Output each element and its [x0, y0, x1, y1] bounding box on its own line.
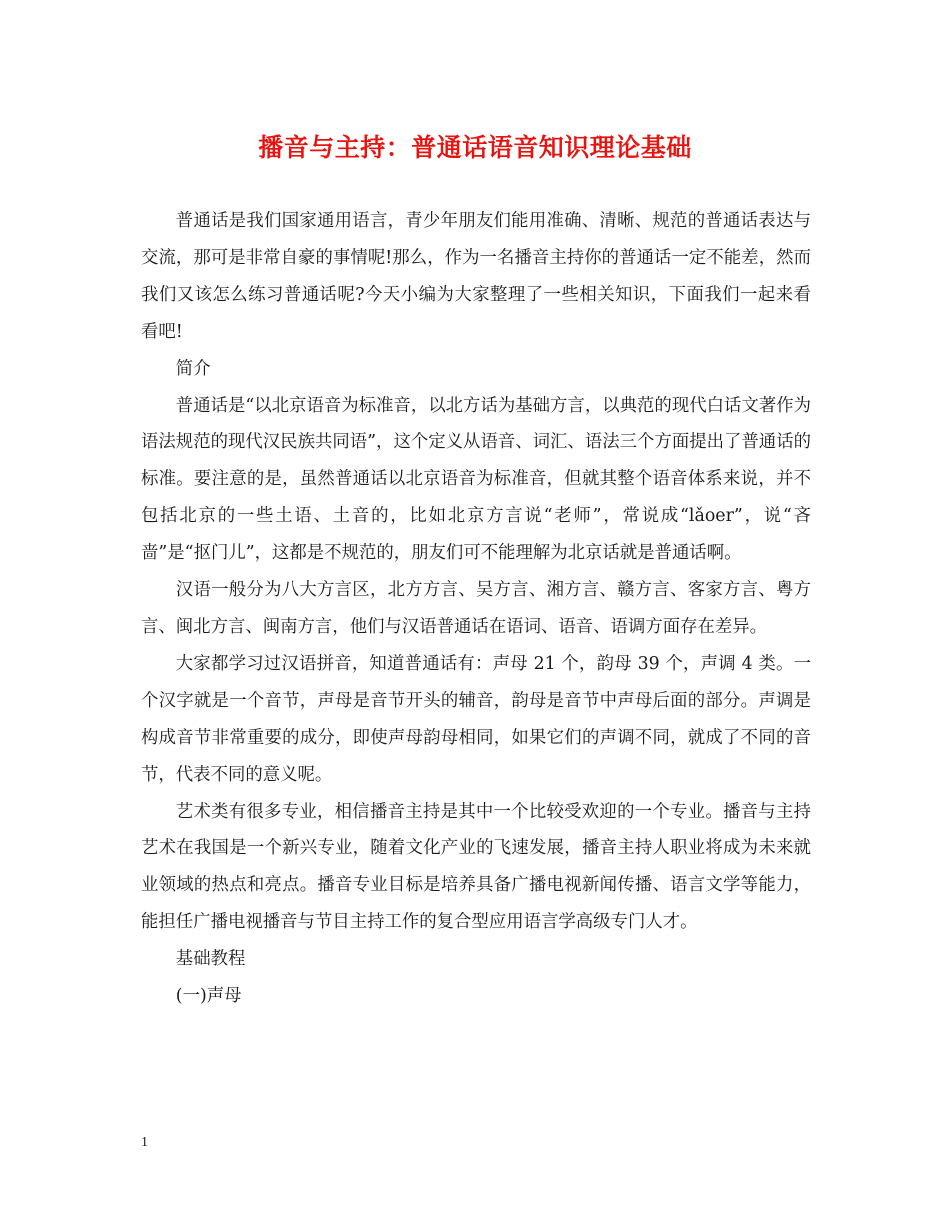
section-heading-basics: 基础教程: [175, 949, 246, 970]
document-body: [141, 203, 811, 1015]
paragraph-dialects: 汉语一般分为八大方言区，北方方言、吴方言、湘方言、赣方言、客家方言、粤方言、闽北方言、闽南方言，他们与汉语普通话在语词、语音、语调方面存在差异。: [141, 580, 811, 637]
paragraph-definition: 普通话是“以北京语音为标准音，以北方话为基础方言，以典范的现代白话文著作为语法规范的现代汉民族共同语”，这个定义从语音、词汇、语法三个方面提出了普通话的标准。要注意的是，虽然普通话以北京语音为标准音，但就其整个语音体系来说，并不包括北京的一些土语、土音的，比如北京方言说“老师”，常说成“lǎoer”，说“吝啬”是“抠门儿”，这都是不规范的，朋友们可不能理解为北京话就是普通话啊。: [141, 395, 811, 564]
paragraph-intro: 普通话是我们国家通用语言，青少年朋友们能用准确、清晰、规范的普通话表达与交流，那可是非常自豪的事情呢!那么，作为一名播音主持你的普通话一定不能差，然而我们又该怎么练习普通话呢?今天小编为大家整理了一些相关知识，下面我们一起来看看吧!: [141, 211, 811, 342]
page-number: 1: [141, 1135, 148, 1150]
paragraph-major: 艺术类有很多专业，相信播音主持是其中一个比较受欢迎的一个专业。播音与主持艺术在我国是一个新兴专业，随着文化产业的飞速发展，播音主持人职业将成为未来就业领域的热点和亮点。播音专业目标是培养具备广播电视新闻传播、语言文学等能力，能担任广播电视播音与节目主持工作的复合型应用语言学高级专门人才。: [141, 801, 811, 933]
paragraph-pinyin: 大家都学习过汉语拼音，知道普通话有：声母 21 个，韵母 39 个，声调 4 类。一个汉字就是一个音节，声母是音节开头的辅音，韵母是音节中声母后面的部分。声调是构成音节非常重要的成分，即使声母韵母相同，如果它们的声调不同，就成了不同的音节，代表不同的意义呢。: [141, 653, 811, 785]
document-title: 播音与主持：普通话语音知识理论基础: [258, 133, 692, 162]
section-heading-jianjie: 简介: [175, 358, 211, 379]
subsection-heading-initials: (一)声母: [175, 986, 242, 1007]
